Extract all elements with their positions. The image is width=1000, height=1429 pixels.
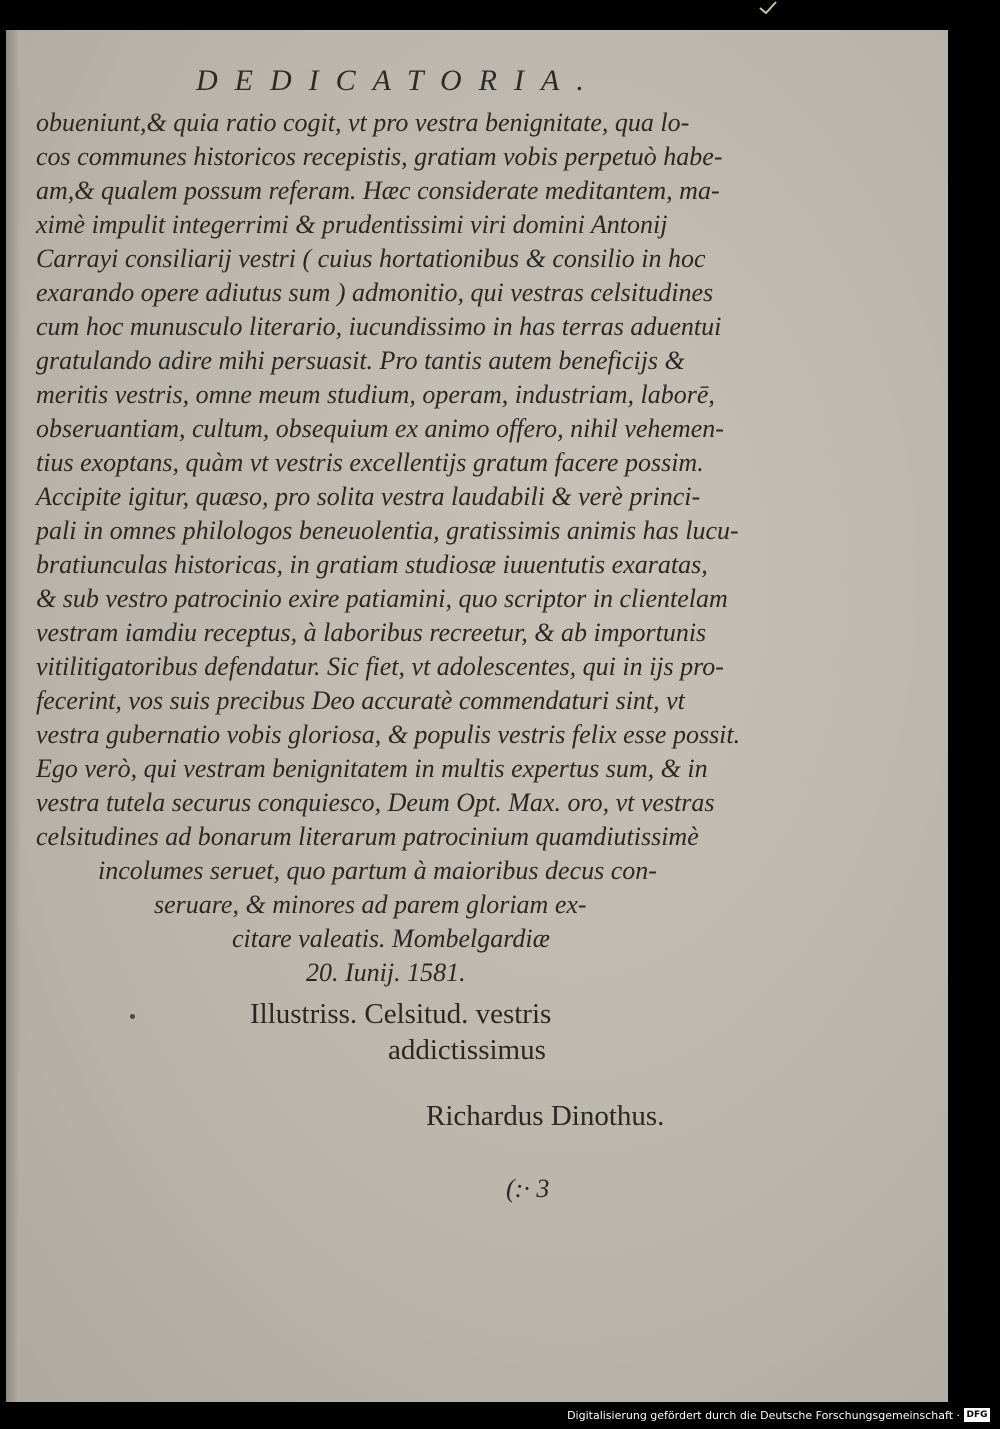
text-line: tius exoptans, quàm vt vestris excellentijs gratum facere possim. <box>36 448 704 477</box>
text-line: Carrayi consiliarij vestri ( cuius hortationibus & consilio in hoc <box>36 244 706 273</box>
text-line: incolumes seruet, quo partum à maioribus decus con- <box>98 856 657 885</box>
text-line: pali in omnes philologos beneuolentia, gratissimis animis has lucu- <box>36 516 739 545</box>
text-line: Ego verò, qui vestram benignitatem in multis expertus sum, & in <box>36 754 708 783</box>
text-line: meritis vestris, omne meum studium, operam, industriam, laborē, <box>36 380 715 409</box>
text-line: ximè impulit integerrimi & prudentissimi viri domini Antonij <box>36 210 668 239</box>
text-line: cum hoc munusculo literario, iucundissimo in has terras aduentui <box>36 312 722 341</box>
text-line: vestram iamdiu receptus, à laboribus recreetur, & ab importunis <box>36 618 707 647</box>
text-line: & sub vestro patrocinio exire patiamini, quo scriptor in clientelam <box>36 584 728 613</box>
text-line: Accipite igitur, quæso, pro solita vestra laudabili & verè princi- <box>36 482 701 511</box>
dfg-logo-icon: DFG <box>964 1408 990 1422</box>
text-line: 20. Iunij. 1581. <box>306 958 466 987</box>
text-line: vestra gubernatio vobis gloriosa, & populis vestris felix esse possit. <box>36 720 741 749</box>
text-line: cos communes historicos recepistis, gratiam vobis perpetuò habe- <box>36 142 723 171</box>
text-line: am,& qualem possum referam. Hæc considerate meditantem, ma- <box>36 176 720 205</box>
book-page <box>6 30 948 1402</box>
footer-credit: Digitalisierung gefördert durch die Deutsche Forschungsgemeinschaft · <box>567 1409 960 1422</box>
signature-mark: (:· 3 <box>506 1174 550 1203</box>
author-name: Richardus Dinothus. <box>426 1100 665 1132</box>
text-line: obseruantiam, cultum, obsequium ex animo offero, nihil vehemen- <box>36 414 724 443</box>
text-line: citare valeatis. Mombelgardiæ <box>232 924 550 953</box>
ink-dot <box>130 1014 135 1019</box>
corner-check-icon <box>758 0 778 16</box>
text-line: gratulando adire mihi persuasit. Pro tantis autem beneficijs & <box>36 346 685 375</box>
text-line: fecerint, vos suis precibus Deo accuratè commendaturi sint, vt <box>36 686 685 715</box>
text-line: bratiunculas historicas, in gratiam studiosæ iuuentutis exaratas, <box>36 550 708 579</box>
text-line: obueniunt,& quia ratio cogit, vt pro vestra benignitate, qua lo- <box>36 108 690 137</box>
closing-addictissimus: addictissimus <box>388 1034 546 1066</box>
page-gutter <box>6 30 20 1402</box>
text-line: vestra tutela securus conquiesco, Deum Opt. Max. oro, vt vestras <box>36 788 715 817</box>
text-line: vitilitigatoribus defendatur. Sic fiet, vt adolescentes, qui in ijs pro- <box>36 652 724 681</box>
closing-salutation: Illustriss. Celsitud. vestris <box>250 998 552 1030</box>
text-line: celsitudines ad bonarum literarum patrocinium quamdiutissimè <box>36 822 699 851</box>
text-line: seruare, & minores ad parem gloriam ex- <box>154 890 587 919</box>
running-header: DEDICATORIA. <box>196 64 601 97</box>
text-line: exarando opere adiutus sum ) admonitio, qui vestras celsitudines <box>36 278 714 307</box>
